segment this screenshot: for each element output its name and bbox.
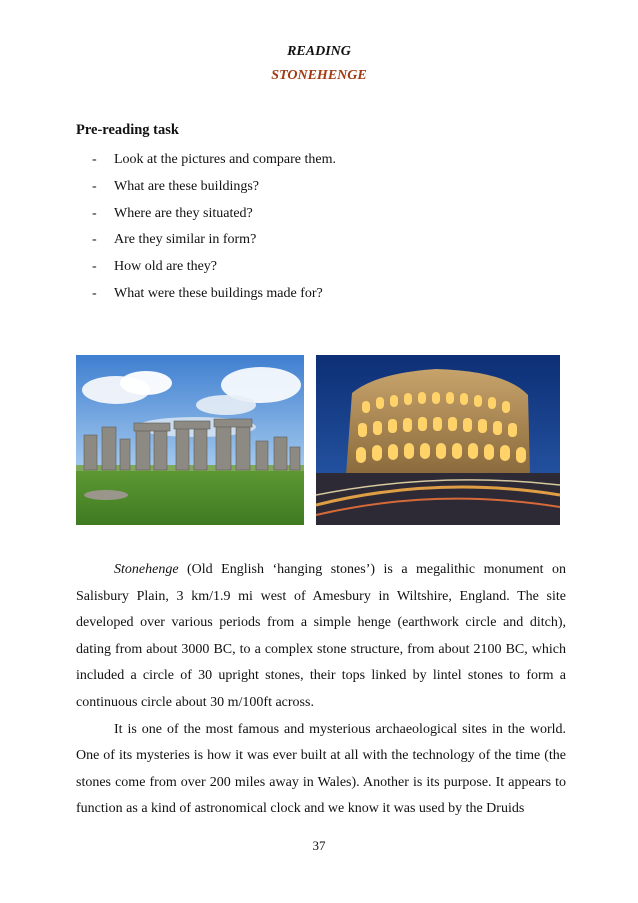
task-text: Are they similar in form? — [114, 232, 257, 248]
pre-reading-task-list — [92, 150, 336, 311]
task-text: Where are they situated? — [114, 205, 253, 221]
task-item — [92, 257, 336, 284]
paragraph-2: It is one of the most famous and mysterious archaeological sites in the world. One of its mysteries is how it was ever built at all with the technology of the time (the stones come from over 200 miles away in Wales). Another is its purpose. It appears to function as a kind of astronomical clock and we know it was used by the Druids — [76, 721, 566, 817]
dash-marker: - — [92, 285, 97, 301]
dash-marker: - — [92, 205, 97, 221]
colosseum-photo — [316, 355, 560, 525]
task-item — [92, 150, 336, 177]
reading-text — [76, 557, 566, 823]
task-item — [92, 204, 336, 231]
task-text: Look at the pictures and compare them. — [114, 152, 336, 167]
page-number: 37 — [312, 838, 326, 853]
dash-marker: - — [92, 152, 97, 167]
task-text: What are these buildings? — [114, 178, 260, 194]
term-stonehenge: Stonehenge — [114, 562, 179, 577]
stonehenge-photo — [76, 355, 304, 525]
dash-marker: - — [92, 259, 97, 275]
task-item — [92, 284, 336, 311]
task-text: What were these buildings made for? — [114, 285, 323, 301]
task-text: How old are they? — [114, 259, 218, 275]
section-title: READING — [287, 44, 351, 59]
dash-marker: - — [92, 232, 97, 248]
paragraph-1-text: (Old English ‘hanging stones’) is a megalithic monument on Salisbury Plain, 3 km/1.9 mi west of Amesbury in Wiltshire, England. The site developed over various periods from a simple henge (earthwork circle and ditch), dating from about 3000 BC, to a complex stone structure, from about 2100 BC, which included a circle of 30 upright stones, their tops linked by lintel stones to form a continuous circle about 30 m/100ft across. — [76, 562, 566, 710]
task-item — [92, 230, 336, 257]
task-item — [92, 177, 336, 204]
topic-title: STONEHENGE — [271, 68, 367, 83]
paragraph-1 — [76, 557, 566, 717]
dash-marker: - — [92, 178, 97, 194]
pre-reading-heading: Pre-reading task — [76, 122, 179, 138]
